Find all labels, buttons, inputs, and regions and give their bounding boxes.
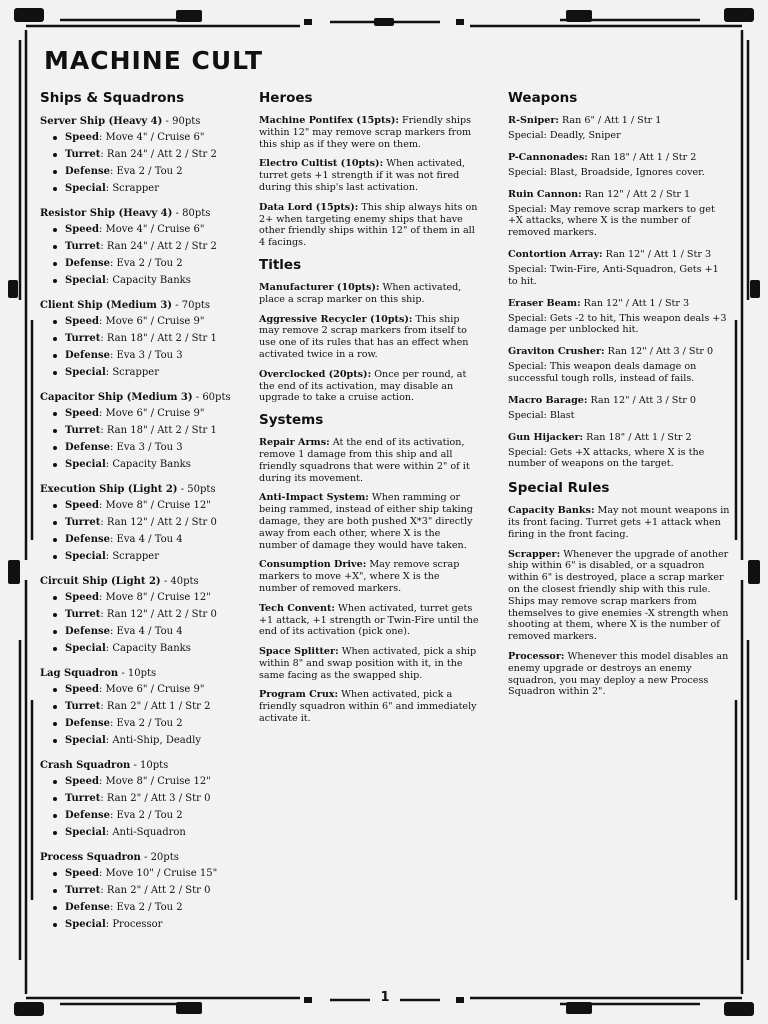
ship-stat-turret: Turret: Ran 12" / Att 2 / Str 0: [53, 608, 240, 621]
stat-label: Special: [65, 367, 106, 378]
stat-value: Ran 2" / Att 2 / Str 0: [106, 885, 211, 896]
stat-value: Move 8" / Cruise 12": [105, 592, 211, 603]
weapon-entry: [508, 346, 730, 385]
ship-stat-turret: Turret: Ran 24" / Att 2 / Str 2: [53, 148, 240, 161]
ships-list: [40, 115, 240, 931]
ship-entry: [40, 759, 240, 839]
system-entry: [259, 689, 479, 724]
ship-stats-list: [40, 591, 240, 655]
weapons-heading: Weapons: [508, 90, 578, 106]
weapon-stats: Ran 12" / Att 1 / Str 3: [602, 248, 712, 260]
weapon-stats: Ran 12" / Att 1 / Str 3: [580, 297, 690, 309]
ships-heading: Ships & Squadrons: [40, 90, 185, 106]
rule-entry-text: Whenever this model disables an enemy upgrade or destroys an enemy squadron, you may deploy a new Process Squadron within 2".: [508, 650, 729, 698]
ship-name: Resistor Ship (Heavy 4): [40, 208, 173, 219]
stat-label: Defense: [65, 626, 110, 637]
systems-heading: Systems: [259, 412, 324, 429]
stat-value: Anti-Squadron: [112, 827, 186, 838]
system-entry-text: When activated, turret gets +1 attack, +1 strength or Twin-Fire until the end of its activation (pick one).: [259, 602, 479, 638]
page-title: MACHINE CULT: [44, 46, 263, 75]
stat-value: Move 8" / Cruise 12": [105, 776, 211, 787]
weapon-special: Special: Blast: [508, 409, 575, 421]
ship-stat-special: Special: Scrapper: [53, 182, 240, 195]
ship-stat-speed: Speed: Move 4" / Cruise 6": [53, 223, 240, 236]
system-entry-name: Consumption Drive:: [259, 559, 367, 571]
ship-stat-speed: Speed: Move 8" / Cruise 12": [53, 591, 240, 604]
stat-value: Move 8" / Cruise 12": [105, 500, 211, 511]
stat-value: Ran 2" / Att 3 / Str 0: [106, 793, 211, 804]
upgrades-column: [259, 90, 479, 733]
hero-entry-text: When activated, turret gets +1 strength if it was not fired during this ship's last activation.: [259, 158, 466, 193]
ship-entry: [40, 667, 240, 747]
stat-label: Special: [65, 735, 106, 746]
stat-label: Special: [65, 459, 106, 470]
weapon-special: Special: Gets +X attacks, where X is the number of weapons on the target.: [508, 446, 705, 470]
ship-title: [40, 667, 240, 680]
system-entry: [259, 492, 479, 551]
ship-stat-defense: Defense: Eva 3 / Tou 3: [53, 349, 240, 362]
weapon-name: Macro Barage:: [508, 394, 588, 406]
stat-label: Defense: [65, 902, 110, 913]
weapon-stats: Ran 12" / Att 3 / Str 0: [604, 346, 714, 358]
ship-stat-defense: Defense: Eva 3 / Tou 3: [53, 441, 240, 454]
ship-stats-list: [40, 131, 240, 195]
weapon-stats-line: [508, 298, 730, 310]
ship-stat-special: Special: Capacity Banks: [53, 642, 240, 655]
stat-label: Turret: [65, 517, 101, 528]
system-entry: [259, 603, 479, 638]
hero-entry-name: Electro Cultist (10pts):: [259, 158, 384, 170]
title-entry-text: Once per round, at the end of its activation, may disable an upgrade to take a cruise action.: [259, 368, 467, 404]
rule-entry-name: Scrapper:: [508, 548, 561, 560]
hero-entry: [259, 202, 479, 249]
stat-label: Turret: [65, 333, 101, 344]
stat-value: Processor: [112, 919, 163, 930]
ship-name: Server Ship (Heavy 4): [40, 116, 163, 127]
hero-entry-text: Friendly ships within 12" may remove scrap markers from this ship as if they were on them.: [259, 115, 472, 150]
ship-name: Crash Squadron: [40, 760, 131, 771]
ship-entry: [40, 207, 240, 287]
weapon-stats: Ran 18" / Att 1 / Str 2: [583, 431, 692, 443]
page-number: 1: [380, 990, 390, 1005]
rule-entry: [508, 549, 730, 643]
ship-entry: [40, 851, 240, 931]
titles-list: [259, 282, 479, 404]
stat-label: Speed: [65, 500, 99, 511]
weapon-entry: [508, 298, 730, 337]
stat-label: Defense: [65, 718, 110, 729]
stat-value: Move 6" / Cruise 9": [105, 316, 205, 327]
stat-value: Eva 3 / Tou 3: [116, 350, 183, 361]
ship-stat-speed: Speed: Move 4" / Cruise 6": [53, 131, 240, 144]
stat-label: Special: [65, 183, 106, 194]
stat-label: Turret: [65, 885, 101, 896]
systems-list: [259, 437, 479, 725]
ship-stat-defense: Defense: Eva 2 / Tou 2: [53, 901, 240, 914]
weapon-stats: Ran 18" / Att 1 / Str 2: [587, 151, 697, 163]
stat-value: Move 6" / Cruise 9": [105, 408, 205, 419]
weapon-name: R-Sniper:: [508, 115, 559, 126]
weapon-special: Special: This weapon deals damage on successful tough rolls, instead of fails.: [508, 361, 697, 384]
ship-points: - 10pts: [118, 668, 157, 679]
weapon-stats-line: [508, 346, 730, 358]
ship-points: - 40pts: [160, 576, 199, 587]
weapon-stats-line: [508, 189, 730, 201]
ship-title: [40, 115, 240, 128]
ship-stat-special: Special: Capacity Banks: [53, 458, 240, 471]
stat-label: Speed: [65, 408, 99, 419]
ship-points: - 90pts: [162, 116, 201, 127]
ship-stat-turret: Turret: Ran 18" / Att 2 / Str 1: [53, 424, 240, 437]
weapon-special: Special: Deadly, Sniper: [508, 130, 621, 141]
weapons-column: [508, 90, 730, 706]
stat-value: Scrapper: [112, 367, 160, 378]
ship-stat-defense: Defense: Eva 2 / Tou 2: [53, 809, 240, 822]
stat-value: Anti-Ship, Deadly: [112, 735, 201, 746]
rule-entry-text: May not mount weapons in its front facing. Turret gets +1 attack when firing in the front facing.: [508, 505, 730, 540]
stat-value: Capacity Banks: [112, 643, 191, 654]
stat-value: Eva 3 / Tou 3: [116, 442, 183, 453]
ship-stat-defense: Defense: Eva 4 / Tou 4: [53, 625, 240, 638]
weapon-special: Special: Blast, Broadside, Ignores cover.: [508, 166, 705, 178]
weapon-stats: Ran 12" / Att 2 / Str 1: [581, 188, 691, 200]
ship-name: Lag Squadron: [40, 668, 119, 679]
stat-value: Ran 2" / Att 1 / Str 2: [106, 701, 211, 712]
rule-entry: [508, 505, 730, 540]
stat-label: Defense: [65, 810, 110, 821]
stat-label: Defense: [65, 258, 110, 269]
stat-label: Turret: [65, 425, 101, 436]
hero-entry: [259, 115, 479, 150]
ship-stat-turret: Turret: Ran 2" / Att 3 / Str 0: [53, 792, 240, 805]
ship-name: Client Ship (Medium 3): [40, 300, 173, 311]
heroes-list: [259, 115, 479, 249]
ship-stat-speed: Speed: Move 8" / Cruise 12": [53, 499, 240, 512]
stat-label: Turret: [65, 149, 101, 160]
stat-value: Move 10" / Cruise 15": [105, 868, 218, 879]
ship-title: [40, 575, 240, 588]
stat-value: Ran 12" / Att 2 / Str 0: [106, 609, 217, 620]
rule-entry-name: Capacity Banks:: [508, 505, 595, 517]
ship-stat-speed: Speed: Move 8" / Cruise 12": [53, 775, 240, 788]
weapon-special: Special: Gets -2 to hit, This weapon deals +3 damage per unblocked hit.: [508, 312, 727, 336]
hero-entry-text: This ship always hits on 2+ when targeting enemy ships that have other friendly ships within 12" of them in all 4 facings.: [259, 201, 478, 249]
ship-stats-list: [40, 223, 240, 287]
stat-value: Ran 12" / Att 2 / Str 0: [106, 517, 217, 528]
weapon-entry: [508, 249, 730, 288]
ship-stat-defense: Defense: Eva 2 / Tou 2: [53, 717, 240, 730]
stat-value: Ran 24" / Att 2 / Str 2: [106, 241, 217, 252]
stat-value: Capacity Banks: [112, 275, 191, 286]
ship-entry: [40, 391, 240, 471]
ship-name: Circuit Ship (Light 2): [40, 576, 161, 587]
stat-value: Ran 18" / Att 2 / Str 1: [106, 333, 217, 344]
weapon-entry: [508, 189, 730, 239]
stat-label: Turret: [65, 701, 101, 712]
stat-label: Special: [65, 551, 106, 562]
ship-stat-special: Special: Anti-Squadron: [53, 826, 240, 839]
stat-value: Ran 24" / Att 2 / Str 2: [106, 149, 217, 160]
stat-label: Turret: [65, 793, 101, 804]
rules-list: [508, 505, 730, 698]
stat-label: Defense: [65, 442, 110, 453]
stat-label: Speed: [65, 224, 99, 235]
stat-label: Special: [65, 827, 106, 838]
stat-value: Eva 2 / Tou 2: [116, 902, 183, 913]
stat-label: Special: [65, 643, 106, 654]
title-entry-text: When activated, place a scrap marker on this ship.: [259, 281, 462, 305]
ship-stat-speed: Speed: Move 6" / Cruise 9": [53, 315, 240, 328]
ship-stat-turret: Turret: Ran 24" / Att 2 / Str 2: [53, 240, 240, 253]
system-entry-name: Tech Convent:: [259, 602, 335, 614]
ship-name: Process Squadron: [40, 852, 141, 863]
weapon-stats: Ran 6" / Att 1 / Str 1: [558, 115, 662, 126]
rule-entry-text: Whenever the upgrade of another ship within 6" is disabled, or a squadron within 6" is destroyed, place a scrap marker on the closest friendly ship with this rule. Ships may remove scrap markers from themselves to give enemies -X strength when shooting at them, where X is the number of removed markers.: [508, 548, 729, 643]
ship-stats-list: [40, 683, 240, 747]
weapon-name: Gun Hijacker:: [508, 431, 584, 443]
system-entry-text: When activated, pick a friendly squadron within 6" and immediately activate it.: [259, 689, 477, 725]
heroes-heading: Heroes: [259, 90, 313, 106]
system-entry-text: May remove scrap markers to move +X", where X is the number of removed markers.: [259, 559, 460, 594]
title-entry: [259, 314, 479, 361]
weapon-stats: Ran 12" / Att 3 / Str 0: [587, 394, 696, 406]
ship-stat-speed: Speed: Move 6" / Cruise 9": [53, 683, 240, 696]
title-entry-text: This ship may remove 2 scrap markers from itself to use one of its rules that has an effect when activated twice in a row.: [259, 313, 469, 360]
ship-stat-defense: Defense: Eva 2 / Tou 2: [53, 257, 240, 270]
stat-label: Turret: [65, 609, 101, 620]
ship-name: Capacitor Ship (Medium 3): [40, 392, 193, 403]
ship-points: - 50pts: [177, 484, 216, 495]
stat-label: Turret: [65, 241, 101, 252]
system-entry-name: Space Splitter:: [259, 646, 339, 658]
ship-stat-turret: Turret: Ran 2" / Att 1 / Str 2: [53, 700, 240, 713]
ship-stat-speed: Speed: Move 10" / Cruise 15": [53, 867, 240, 880]
weapon-stats-line: [508, 432, 730, 444]
system-entry-text: When activated, pick a ship within 8" and swap position with it, in the same facing as the swapped ship.: [259, 646, 477, 681]
title-entry-name: Aggressive Recycler (10pts):: [259, 313, 413, 325]
title-entry-name: Overclocked (20pts):: [259, 368, 372, 380]
weapon-entry: [508, 432, 730, 471]
stat-value: Eva 2 / Tou 2: [116, 166, 183, 177]
ship-stat-special: Special: Capacity Banks: [53, 274, 240, 287]
ship-entry: [40, 115, 240, 195]
weapon-name: Eraser Beam:: [508, 297, 581, 309]
ship-points: - 60pts: [192, 392, 231, 403]
stat-label: Defense: [65, 166, 110, 177]
hero-entry: [259, 158, 479, 193]
ship-stats-list: [40, 407, 240, 471]
rules-heading: Special Rules: [508, 480, 610, 497]
hero-entry-name: Data Lord (15pts):: [259, 201, 359, 213]
system-entry-text: At the end of its activation, remove 1 damage from this ship and all friendly squadrons that were within 2" of it during its movement.: [259, 437, 470, 484]
ship-title: [40, 391, 240, 404]
weapons-list: [508, 115, 730, 470]
stat-label: Special: [65, 275, 106, 286]
title-entry: [259, 369, 479, 404]
ship-points: - 20pts: [140, 852, 179, 863]
ship-title: [40, 483, 240, 496]
weapon-stats-line: [508, 249, 730, 261]
rule-entry: [508, 651, 730, 698]
ship-points: - 70pts: [172, 300, 211, 311]
ship-stat-defense: Defense: Eva 4 / Tou 4: [53, 533, 240, 546]
stat-value: Eva 4 / Tou 4: [116, 534, 183, 545]
stat-label: Speed: [65, 684, 99, 695]
weapon-entry: [508, 115, 730, 142]
stat-value: Eva 4 / Tou 4: [116, 626, 183, 637]
stat-value: Eva 2 / Tou 2: [116, 810, 183, 821]
system-entry: [259, 437, 479, 484]
titles-heading: Titles: [259, 256, 302, 273]
stat-value: Move 4" / Cruise 6": [105, 224, 205, 235]
ship-stat-defense: Defense: Eva 2 / Tou 2: [53, 165, 240, 178]
ship-title: [40, 759, 240, 772]
system-entry: [259, 646, 479, 681]
stat-label: Speed: [65, 592, 99, 603]
ship-stat-turret: Turret: Ran 2" / Att 2 / Str 0: [53, 884, 240, 897]
ship-entry: [40, 575, 240, 655]
system-entry: [259, 559, 479, 594]
ship-name: Execution Ship (Light 2): [40, 484, 178, 495]
ship-stat-special: Special: Processor: [53, 918, 240, 931]
stat-value: Scrapper: [112, 183, 160, 194]
stat-value: Capacity Banks: [112, 459, 191, 470]
stat-value: Scrapper: [112, 551, 160, 562]
system-entry-name: Repair Arms:: [259, 437, 330, 449]
stat-value: Move 6" / Cruise 9": [105, 684, 205, 695]
ship-stat-speed: Speed: Move 6" / Cruise 9": [53, 407, 240, 420]
ship-stat-special: Special: Anti-Ship, Deadly: [53, 734, 240, 747]
title-entry-name: Manufacturer (10pts):: [259, 281, 380, 293]
weapon-entry: [508, 152, 730, 179]
ship-points: - 10pts: [130, 760, 169, 771]
stat-label: Special: [65, 919, 106, 930]
stat-label: Defense: [65, 350, 110, 361]
title-entry: [259, 282, 479, 306]
ship-entry: [40, 299, 240, 379]
ship-stats-list: [40, 867, 240, 931]
stat-value: Move 4" / Cruise 6": [105, 132, 205, 143]
ship-entry: [40, 483, 240, 563]
stat-value: Eva 2 / Tou 2: [116, 258, 183, 269]
system-entry-name: Anti-Impact System:: [259, 492, 369, 504]
stat-value: Ran 18" / Att 2 / Str 1: [106, 425, 217, 436]
stat-label: Speed: [65, 776, 99, 787]
stat-value: Eva 2 / Tou 2: [116, 718, 183, 729]
stat-label: Speed: [65, 316, 99, 327]
ship-stat-special: Special: Scrapper: [53, 366, 240, 379]
weapon-special: Special: May remove scrap markers to get +X attacks, where X is the number of removed markers.: [508, 203, 715, 239]
ship-stat-turret: Turret: Ran 12" / Att 2 / Str 0: [53, 516, 240, 529]
ship-stats-list: [40, 499, 240, 563]
ship-title: [40, 851, 240, 864]
ship-stats-list: [40, 315, 240, 379]
ships-column: [40, 90, 240, 943]
weapon-name: Graviton Crusher:: [508, 346, 605, 358]
stat-label: Speed: [65, 132, 99, 143]
ship-stat-special: Special: Scrapper: [53, 550, 240, 563]
weapon-entry: [508, 395, 730, 422]
ship-points: - 80pts: [172, 208, 211, 219]
ship-title: [40, 299, 240, 312]
weapon-stats-line: [508, 395, 730, 407]
ship-stats-list: [40, 775, 240, 839]
ship-stat-turret: Turret: Ran 18" / Att 2 / Str 1: [53, 332, 240, 345]
weapon-name: Contortion Array:: [508, 248, 603, 260]
weapon-name: Ruin Cannon:: [508, 188, 582, 200]
stat-label: Speed: [65, 868, 99, 879]
ship-title: [40, 207, 240, 220]
rule-entry-name: Processor:: [508, 650, 565, 662]
weapon-name: P-Cannonades:: [508, 151, 588, 163]
weapon-special: Special: Twin-Fire, Anti-Squadron, Gets +1 to hit.: [508, 263, 719, 287]
hero-entry-name: Machine Pontifex (15pts):: [259, 115, 399, 126]
weapon-stats-line: [508, 115, 730, 127]
system-entry-name: Program Crux:: [259, 689, 339, 701]
stat-label: Defense: [65, 534, 110, 545]
system-entry-text: When ramming or being rammed, instead of either ship taking damage, they are both pushed X*3" directly away from each other, where X is the number of damage they would have taken.: [259, 492, 473, 551]
weapon-stats-line: [508, 152, 730, 164]
